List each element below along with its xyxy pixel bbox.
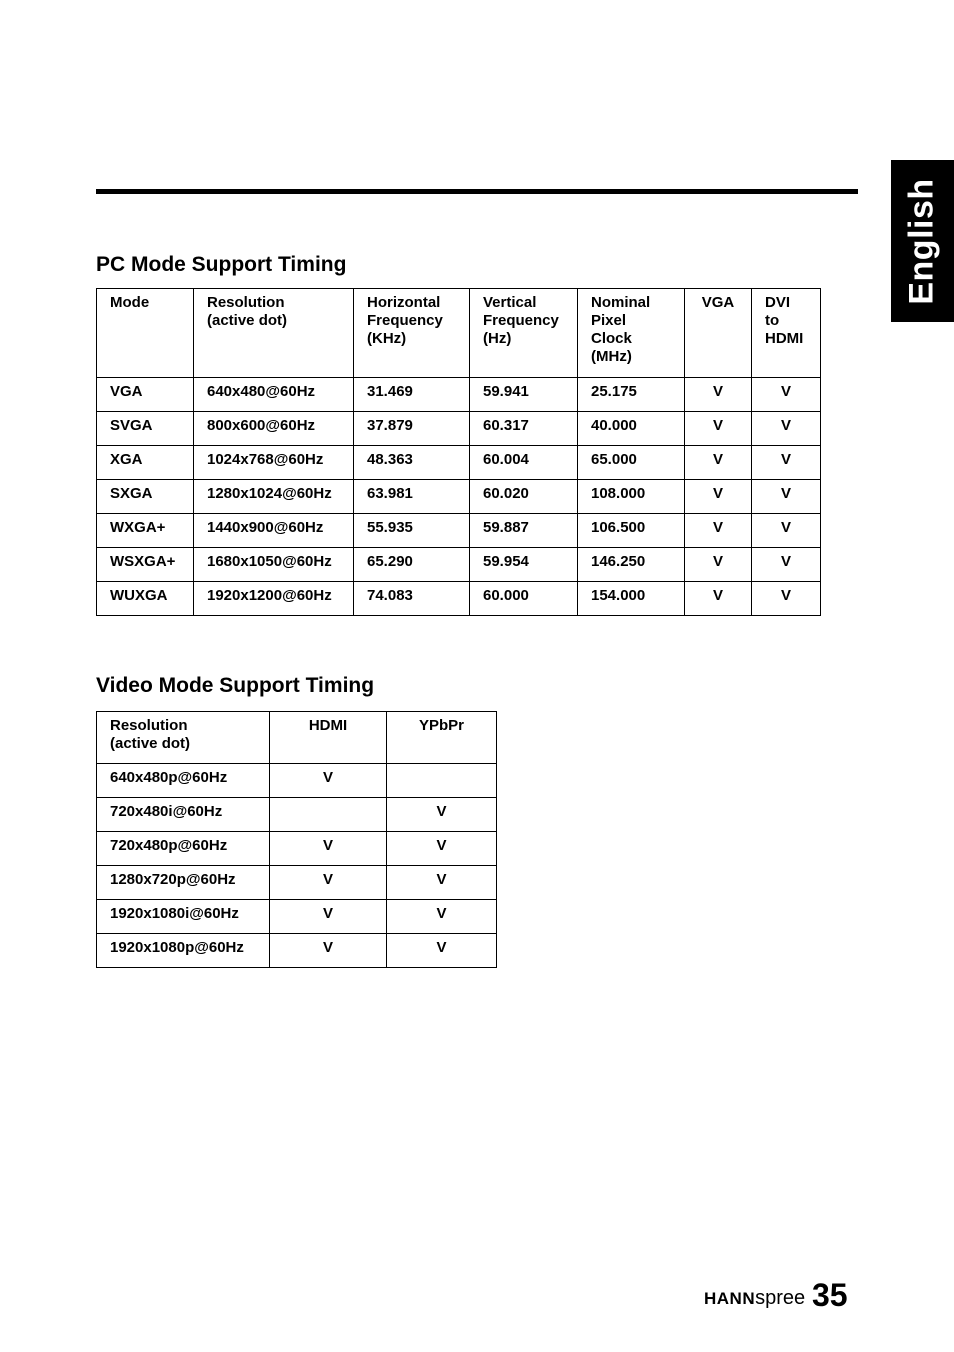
header-resolution: Resolution (active dot): [194, 289, 354, 378]
cell-pixel-clock: 40.000: [578, 412, 685, 446]
page-number: 35: [812, 1277, 848, 1313]
brand-spree: spree: [755, 1287, 806, 1309]
video-mode-section-title: Video Mode Support Timing: [96, 674, 375, 697]
header-pixel-clock: Nominal Pixel Clock (MHz): [578, 289, 685, 378]
cell-ypbpr: V: [387, 832, 497, 866]
cell-hdmi: V: [270, 900, 387, 934]
cell-horizontal-frequency: 65.290: [354, 548, 470, 582]
cell-vga: V: [685, 446, 752, 480]
table-row: [97, 866, 497, 900]
cell-ypbpr: V: [387, 934, 497, 968]
top-divider-rule: [96, 189, 858, 194]
cell-dvi-to-hdmi: V: [752, 446, 821, 480]
cell-vertical-frequency: 60.004: [470, 446, 578, 480]
table-row: [97, 446, 821, 480]
cell-horizontal-frequency: 48.363: [354, 446, 470, 480]
header-vga: VGA: [685, 289, 752, 378]
cell-hdmi: V: [270, 832, 387, 866]
table-row: [97, 764, 497, 798]
cell-resolution: 1920x1200@60Hz: [194, 582, 354, 616]
cell-horizontal-frequency: 37.879: [354, 412, 470, 446]
cell-horizontal-frequency: 55.935: [354, 514, 470, 548]
table-row: [97, 934, 497, 968]
cell-ypbpr: [387, 764, 497, 798]
cell-vga: V: [685, 412, 752, 446]
table-row: [97, 378, 821, 412]
header-video-resolution: Resolution (active dot): [97, 712, 270, 764]
table-row: [97, 548, 821, 582]
cell-mode: SXGA: [97, 480, 194, 514]
cell-hdmi: V: [270, 764, 387, 798]
cell-pixel-clock: 154.000: [578, 582, 685, 616]
table-row: [97, 514, 821, 548]
header-vertical-frequency: Vertical Frequency (Hz): [470, 289, 578, 378]
cell-pixel-clock: 25.175: [578, 378, 685, 412]
language-tab-label: English: [903, 177, 942, 305]
cell-vga: V: [685, 480, 752, 514]
cell-vga: V: [685, 548, 752, 582]
cell-resolution: 800x600@60Hz: [194, 412, 354, 446]
cell-resolution: 1280x720p@60Hz: [97, 866, 270, 900]
cell-resolution: 1920x1080i@60Hz: [97, 900, 270, 934]
cell-mode: XGA: [97, 446, 194, 480]
cell-ypbpr: V: [387, 900, 497, 934]
header-mode: Mode: [97, 289, 194, 378]
brand-logo: [704, 1286, 805, 1311]
cell-mode: SVGA: [97, 412, 194, 446]
cell-ypbpr: V: [387, 866, 497, 900]
cell-dvi-to-hdmi: V: [752, 480, 821, 514]
cell-ypbpr: V: [387, 798, 497, 832]
cell-dvi-to-hdmi: V: [752, 378, 821, 412]
cell-vertical-frequency: 59.954: [470, 548, 578, 582]
cell-vga: V: [685, 378, 752, 412]
cell-resolution: 1024x768@60Hz: [194, 446, 354, 480]
brand-hann: HANN: [704, 1289, 756, 1308]
cell-vertical-frequency: 60.317: [470, 412, 578, 446]
header-ypbpr: YPbPr: [387, 712, 497, 764]
language-tab: [891, 160, 954, 322]
pc-table-header-row: [97, 289, 821, 378]
header-horizontal-frequency: Horizontal Frequency (KHz): [354, 289, 470, 378]
cell-resolution: 720x480i@60Hz: [97, 798, 270, 832]
cell-resolution: 720x480p@60Hz: [97, 832, 270, 866]
video-table-header-row: [97, 712, 497, 764]
cell-dvi-to-hdmi: V: [752, 514, 821, 548]
cell-dvi-to-hdmi: V: [752, 412, 821, 446]
cell-resolution: 640x480p@60Hz: [97, 764, 270, 798]
pc-mode-section-title: PC Mode Support Timing: [96, 253, 347, 276]
cell-dvi-to-hdmi: V: [752, 582, 821, 616]
cell-pixel-clock: 108.000: [578, 480, 685, 514]
cell-mode: WXGA+: [97, 514, 194, 548]
table-row: [97, 480, 821, 514]
table-row: [97, 900, 497, 934]
cell-hdmi: V: [270, 866, 387, 900]
cell-vga: V: [685, 582, 752, 616]
cell-mode: WSXGA+: [97, 548, 194, 582]
table-row: [97, 412, 821, 446]
cell-hdmi: [270, 798, 387, 832]
cell-resolution: 1280x1024@60Hz: [194, 480, 354, 514]
cell-resolution: 1440x900@60Hz: [194, 514, 354, 548]
cell-dvi-to-hdmi: V: [752, 548, 821, 582]
video-mode-timing-table: [96, 711, 497, 968]
cell-mode: WUXGA: [97, 582, 194, 616]
cell-vertical-frequency: 59.887: [470, 514, 578, 548]
cell-hdmi: V: [270, 934, 387, 968]
cell-resolution: 640x480@60Hz: [194, 378, 354, 412]
cell-horizontal-frequency: 63.981: [354, 480, 470, 514]
cell-pixel-clock: 146.250: [578, 548, 685, 582]
header-hdmi: HDMI: [270, 712, 387, 764]
cell-resolution: 1680x1050@60Hz: [194, 548, 354, 582]
cell-pixel-clock: 106.500: [578, 514, 685, 548]
table-row: [97, 798, 497, 832]
cell-horizontal-frequency: 74.083: [354, 582, 470, 616]
cell-pixel-clock: 65.000: [578, 446, 685, 480]
header-dvi-to-hdmi: DVI to HDMI: [752, 289, 821, 378]
pc-mode-timing-table: [96, 288, 821, 616]
cell-resolution: 1920x1080p@60Hz: [97, 934, 270, 968]
cell-mode: VGA: [97, 378, 194, 412]
cell-vertical-frequency: 60.000: [470, 582, 578, 616]
cell-vertical-frequency: 59.941: [470, 378, 578, 412]
table-row: [97, 832, 497, 866]
cell-vga: V: [685, 514, 752, 548]
table-row: [97, 582, 821, 616]
cell-vertical-frequency: 60.020: [470, 480, 578, 514]
cell-horizontal-frequency: 31.469: [354, 378, 470, 412]
